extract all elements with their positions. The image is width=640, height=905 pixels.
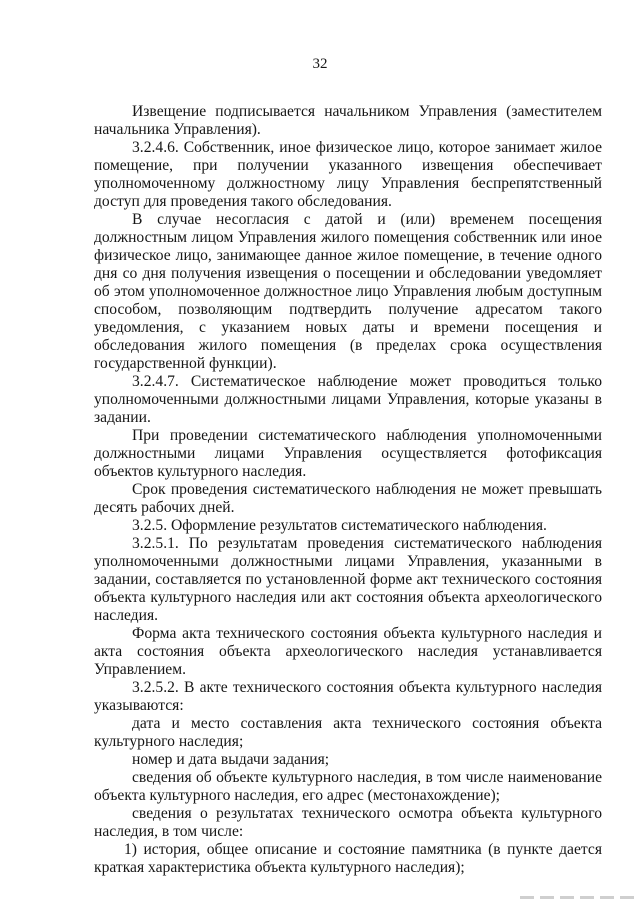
paragraph: номер и дата выдачи задания; [132, 751, 330, 768]
paragraph: Извещение подписывается начальником Управления (заместителем начальника Управления). [94, 103, 602, 138]
paragraph: 3.2.5.1. По результатам проведения систематического наблюдения уполномоченными должностными лицами Управления, указанными в задании, составляется по установленной форме акт технического состояния объекта культурного наследия или акт состояния объекта археологического наследия. [94, 535, 602, 624]
paragraph: 3.2.4.7. Систематическое наблюдение может проводиться только уполномоченными должностными лицами Управления, которые указаны в задании. [94, 373, 602, 426]
paragraph: дата и место составления акта технического состояния объекта культурного наследия; [94, 715, 602, 750]
scan-artifact [520, 896, 636, 899]
paragraph: 3.2.5. Оформление результатов систематического наблюдения. [132, 517, 547, 534]
paragraph: 1) история, общее описание и состояние памятника (в пункте дается краткая характеристика объекта культурного наследия); [94, 841, 602, 876]
paragraph: Срок проведения систематического наблюдения не может превышать десять рабочих дней. [94, 481, 602, 516]
paragraph: Форма акта технического состояния объекта культурного наследия и акта состояния объекта археологического наследия устанавливается Управлением. [94, 625, 602, 678]
paragraph: При проведении систематического наблюдения уполномоченными должностными лицами Управления осуществляется фотофиксация объектов культурного наследия. [94, 427, 602, 480]
paragraph: В случае несогласия с датой и (или) временем посещения должностным лицом Управления жилого помещения собственник или иное физическое лицо, занимающее данное жилое помещение, в течение одного дня со дня получения извещения о посещении и обследовании уведомляет об этом уполномоченное должностное лицо Управления любым доступным способом, позволяющим подтвердить получение адресатом такого уведомления, с указанием новых даты и времени посещения и обследования жилого помещения (в пределах срока осуществления государственной функции). [94, 211, 602, 372]
paragraph: 3.2.5.2. В акте технического состояния объекта культурного наследия указываются: [94, 679, 602, 714]
paragraph: сведения об объекте культурного наследия, в том числе наименование объекта культурного наследия, его адрес (местонахождение); [94, 769, 602, 804]
paragraph: сведения о результатах технического осмотра объекта культурного наследия, в том числе: [94, 805, 602, 840]
document-body [94, 103, 602, 877]
page-number: 32 [312, 56, 328, 72]
paragraph: 3.2.4.6. Собственник, иное физическое лицо, которое занимает жилое помещение, при получении указанного извещения обеспечивает уполномоченному должностному лицу Управления беспрепятственный доступ для проведения такого обследования. [94, 139, 602, 210]
